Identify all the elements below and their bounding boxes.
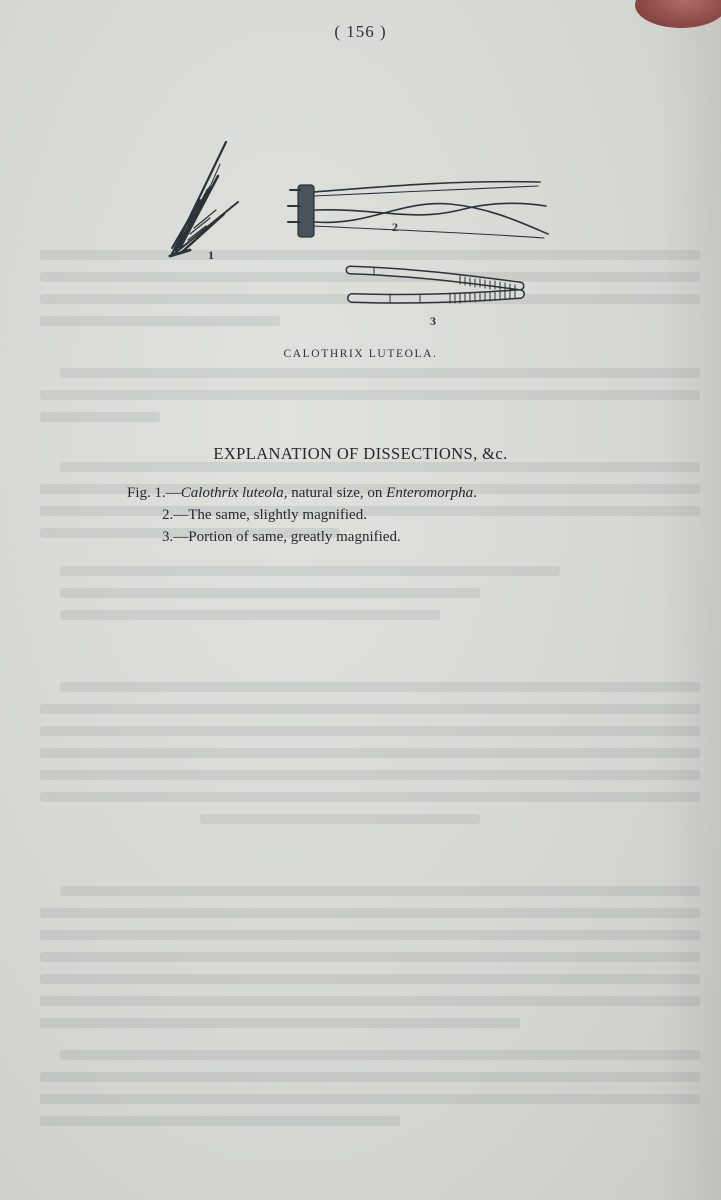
figure-2-label: 2 (392, 220, 398, 234)
figure-entry-prefix: 2.— (162, 507, 189, 523)
figure-entry-species: Calothrix luteola (180, 485, 284, 501)
figure-entry-text: The same, slightly magnified. (188, 507, 367, 523)
figure-entry-1 (127, 482, 477, 504)
plate-caption: CALOTHRIX LUTEOLA. (283, 348, 438, 360)
figure-entry-3 (127, 526, 477, 548)
figure-entry-prefix: Fig. 1.— (127, 485, 181, 501)
explanation-of-dissections (0, 444, 721, 545)
figure-1-label: 1 (208, 248, 214, 262)
figure-3-drawing (350, 267, 520, 303)
page-number: ( 156 ) (334, 22, 387, 41)
plate-illustration (160, 130, 560, 330)
figure-entry-text: , natural size, on (283, 485, 387, 501)
figure-1-drawing (170, 142, 238, 256)
figure-entry-period: . (473, 485, 477, 501)
figure-entry-prefix: 3.— (162, 529, 189, 545)
figure-entry-2 (127, 504, 477, 526)
figure-2-drawing (288, 182, 548, 238)
figure-entry-text: Portion of same, greatly magnified. (188, 529, 401, 545)
explanation-heading: EXPLANATION OF DISSECTIONS, &c. (213, 444, 508, 463)
figure-list (127, 482, 477, 548)
page-edge-shadow (661, 0, 721, 1200)
figure-3-label: 3 (430, 314, 436, 328)
figure-entry-host: Enteromorpha (386, 485, 474, 501)
